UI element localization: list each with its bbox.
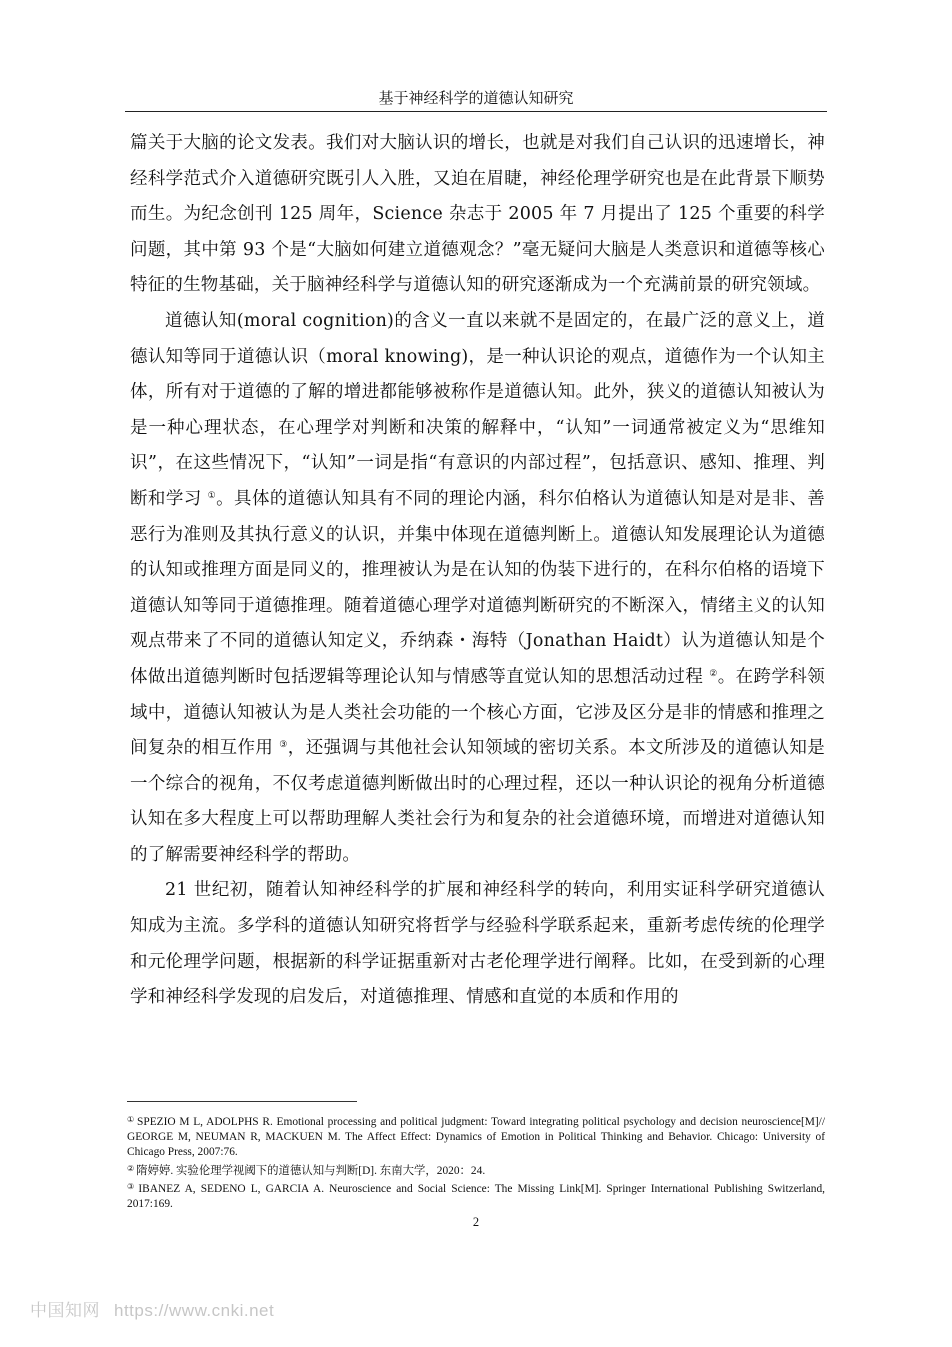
footnote-mark-2: ② <box>127 1163 135 1173</box>
paragraph-2-text-d: ，还强调与其他社会认知领域的密切关系。本文所涉及的道德认知是一个综合的视角，不仅考虑道德判断做出时的心理过程，还以一种认识论的视角分析道德认知在多大程度上可以帮助理解人类社会行为和复杂的社会道德环境，而增进对道德认知的了解需要神经科学的帮助。 <box>130 738 825 865</box>
footnote-1 <box>127 1112 825 1161</box>
footnote-text-1: SPEZIO M L, ADOLPHS R. Emotional processing and political judgment: Toward integrating political psychology and decision neuroscience[M]// GEORGE M, NEUMAN R, MACKUEN M. The Affect Effect: Dynamics of Emotion in Political Thinking and Behavior. Chicago: University of Chicago Press, 2007:76. <box>127 1116 826 1159</box>
footnote-text-2: 隋婷婷. 实验伦理学视阈下的道德认知与判断[D]. 东南大学，2020：24. <box>136 1164 486 1177</box>
footnote-separator <box>127 1101 357 1102</box>
footnote-ref-1[interactable]: ① <box>207 490 217 501</box>
paragraph-3-text: 21 世纪初，随着认知神经科学的扩展和神经科学的转向，利用实证科学研究道德认知成为主流。多学科的道德认知研究将哲学与经验科学联系起来，重新考虑传统的伦理学和元伦理学问题，根据新的科学证据重新对古老伦理学进行阐释。比如，在受到新的心理学和神经科学发现的启发后，对道德推理、情感和直觉的本质和作用的 <box>130 880 825 1008</box>
paragraph-2-text-c: 。在跨学科领域中，道德认知被认为是人类社会功能的一个核心方面，它涉及区分是非的情感和推理之间复杂的相互作用 <box>130 666 825 759</box>
footnote-mark-1: ① <box>127 1115 136 1124</box>
paragraph-2-text-a: 道德认知(moral cognition)的含义一直以来就不是固定的，在最广泛的意义上，道德认知等同于道德认识（moral knowing)，是一种认识论的观点，道德作为一个认知主体，所有对于道德的了解的增进都能够被称作是道德认知。此外，狭义的道德认知被认为是一种心理状态，在心理学对判断和决策的解释中，“认知”一词通常被定义为“思维知识”，在这些情况下，“认知”一词是指“有意识的内部过程”，包括意识、感知、推理、判断和学习 <box>130 310 825 509</box>
footnote-mark-3: ③ <box>127 1181 137 1191</box>
paragraph-1 <box>130 126 825 304</box>
paragraph-2-text-b: 。具体的道德认知具有不同的理论内涵，科尔伯格认为道德认知是对是非、善恶行为准则及其执行意义的认识，并集中体现在道德判断上。道德认知发展理论认为道德的认知或推理方面是同义的，推理被认为是在认知的伪装下进行的，在科尔伯格的语境下道德认知等同于道德推理。随着道德心理学对道德判断研究的不断深入，情绪主义的认知观点带来了不同的道德认知定义，乔纳森・海特（Jonathan Haidt）认为道德认知是个体做出道德判断时包括逻辑等理论认知与情感等直觉认知的思想活动过程 <box>130 488 825 687</box>
footnotes <box>127 1112 825 1212</box>
paragraph-1-text: 篇关于大脑的论文发表。我们对大脑认识的增长，也就是对我们自己认识的迅速增长，神经科学范式介入道德研究既引人入胜，又迫在眉睫，神经伦理学研究也是在此背景下顺势而生。为纪念创刊 125 周年，Science 杂志于 2005 年 7 月提出了 125 个重要的科学问题，其中第 93 个是“大脑如何建立道德观念？”毫无疑问大脑是人类意识和道德等核心特征的生物基础，关于脑神经科学与道德认知的研究逐渐成为一个充满前景的研究领域。 <box>130 133 825 296</box>
running-header: 基于神经科学的道德认知研究 <box>378 89 574 107</box>
footnote-3 <box>127 1179 825 1212</box>
footnote-ref-2[interactable]: ② <box>709 668 718 679</box>
paragraph-3 <box>130 873 825 1015</box>
paragraph-2 <box>130 304 825 874</box>
page-number: 2 <box>472 1215 480 1229</box>
watermark-url: https://www.cnki.net <box>114 1301 275 1320</box>
watermark-logo-text: 中国知网 <box>30 1301 100 1320</box>
body-text <box>130 126 825 1016</box>
footnote-text-3: IBANEZ A, SEDENO L, GARCIA A. Neuroscience and Social Science: The Missing Link[M]. Springer International Publishing Switzerland, 2017:169. <box>127 1182 825 1211</box>
footnote-ref-3[interactable]: ③ <box>279 740 288 751</box>
footnote-2 <box>127 1161 825 1179</box>
cnki-watermark <box>30 1296 274 1321</box>
header-rule <box>125 111 827 112</box>
